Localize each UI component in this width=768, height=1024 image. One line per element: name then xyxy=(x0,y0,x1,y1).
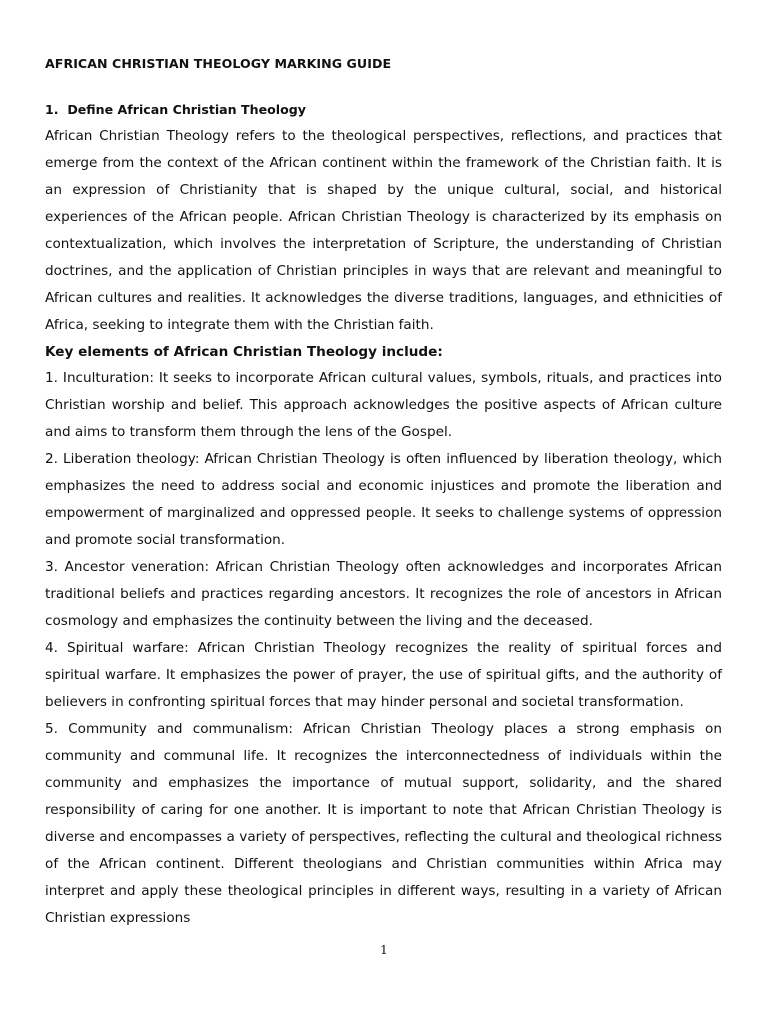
element-liberation-theology: 2. Liberation theology: African Christian Theology is often influenced by liberation theology, which emphasizes the need to address social and economic injustices and promote the liberation and empowerment of marginalized and oppressed people. It seeks to challenge systems of oppression and promote social transformation. xyxy=(45,451,722,548)
element-ancestor-veneration: 3. Ancestor veneration: African Christian Theology often acknowledges and incorporates African traditional beliefs and practices regarding ancestors. It recognizes the role of ancestors in African cosmology and emphasizes the continuity between the living and the deceased. xyxy=(45,559,722,629)
document-page xyxy=(45,55,722,932)
section-heading: 1. Define African Christian Theology xyxy=(45,102,306,117)
page-number: 1 xyxy=(380,943,388,957)
document-title: AFRICAN CHRISTIAN THEOLOGY MARKING GUIDE xyxy=(45,56,392,71)
element-community-communalism: 5. Community and communalism: African Christian Theology places a strong emphasis on community and communal life. It recognizes the interconnectedness of individuals within the community and emphasizes the importance of mutual support, solidarity, and the shared responsibility of caring for one another. It is important to note that African Christian Theology is diverse and encompasses a variety of perspectives, reflecting the cultural and theological richness of the African continent. Different theologians and Christian communities within Africa may interpret and apply these theological principles in different ways, resulting in a variety of African Christian expressions xyxy=(45,721,722,926)
intro-paragraph: African Christian Theology refers to the theological perspectives, reflections, and practices that emerge from the context of the African continent within the framework of the Christian faith. It is an expression of Christianity that is shaped by the unique cultural, social, and historical experiences of the African people. African Christian Theology is characterized by its emphasis on contextualization, which involves the interpretation of Scripture, the understanding of Christian doctrines, and the application of Christian principles in ways that are relevant and meaningful to African cultures and realities. It acknowledges the diverse traditions, languages, and ethnicities of Africa, seeking to integrate them with the Christian faith. xyxy=(45,128,722,333)
key-elements-heading: Key elements of African Christian Theology include: xyxy=(45,344,443,360)
element-inculturation: 1. Inculturation: It seeks to incorporate African cultural values, symbols, rituals, and practices into Christian worship and belief. This approach acknowledges the positive aspects of African culture and aims to transform them through the lens of the Gospel. xyxy=(45,370,722,440)
element-spiritual-warfare: 4. Spiritual warfare: African Christian Theology recognizes the reality of spiritual forces and spiritual warfare. It emphasizes the power of prayer, the use of spiritual gifts, and the authority of believers in confronting spiritual forces that may hinder personal and societal transformation. xyxy=(45,640,722,710)
